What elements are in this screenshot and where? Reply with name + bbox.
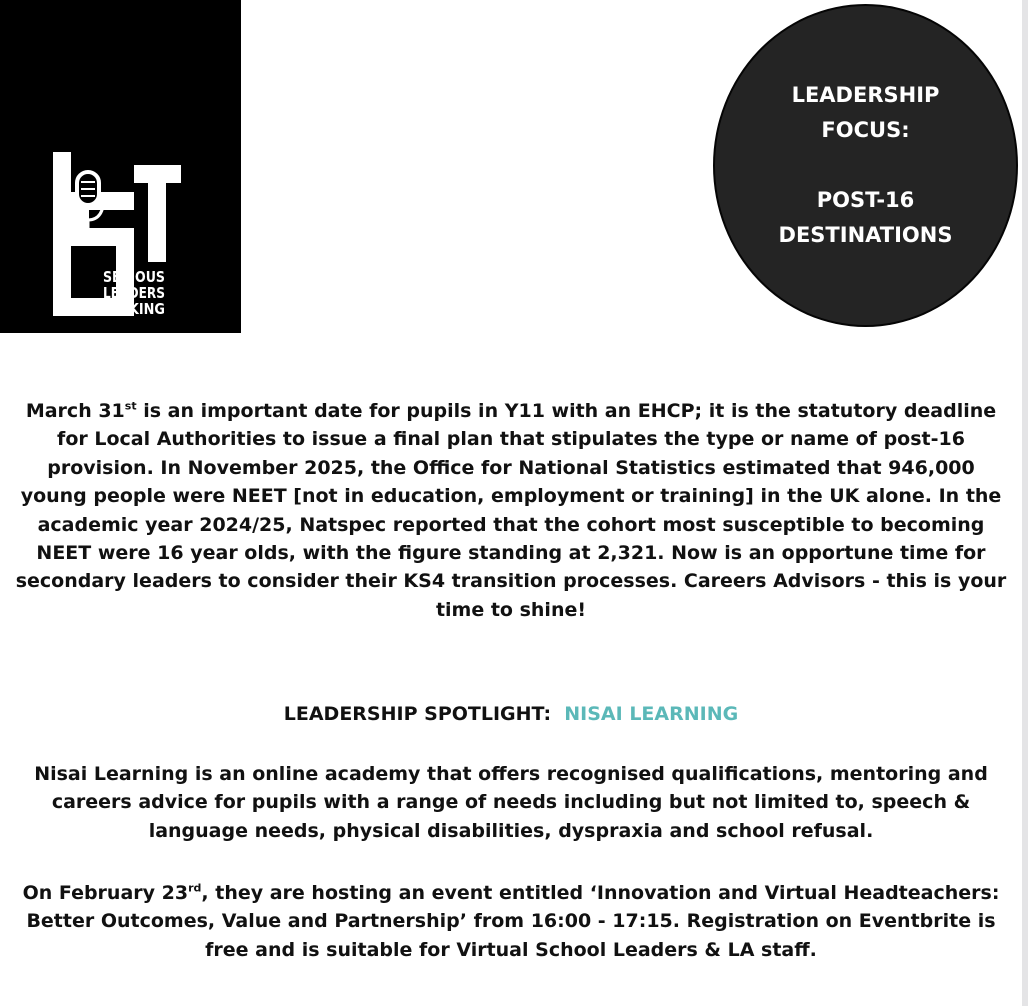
slt-logo-mark (0, 0, 241, 333)
event-date: On February 23 (22, 882, 189, 904)
spotlight-description: Nisai Learning is an online academy that offers recognised qualifications, mentoring and careers advice for pupils with a range of needs including but not limited to, speech & language needs, physical disabilities, dyspraxia and school refusal. (34, 763, 988, 842)
spotlight-heading (14, 700, 1008, 728)
focus-line-2: FOCUS: (821, 118, 910, 142)
leadership-focus-badge (713, 4, 1018, 327)
event-text: , they are hosting an event entitled ‘Innovation and Virtual Headteachers: Better Outcomes, Value and Partnership’ from 16:00 - 17:15. Registration on Eventbrite is free and is suitable for Virtual School Leaders & LA staff. (26, 882, 1000, 961)
spotlight-label: LEADERSHIP SPOTLIGHT: (283, 703, 565, 725)
spotlight-name: NISAI LEARNING (564, 703, 739, 725)
logo-line-leaders: LEADERS (103, 284, 165, 302)
intro-text: is an important date for pupils in Y11 with an EHCP; it is the statutory deadline for Local Authorities to issue a final plan that stipulates the type or name of post-16 provision. In November 2025, the Office for National Statistics estimated that 946,000 young people were NEET [not in education, employment or training] in the UK alone. In the academic year 2024/25, Natspec reported that the cohort most susceptible to becoming NEET were 16 year olds, with the figure standing at 2,321. Now is an opportune time for secondary leaders to consider their KS4 transition processes. Careers Advisors - this is your time to shine! (15, 400, 1007, 621)
slt-logo (0, 0, 241, 333)
focus-line-1: LEADERSHIP (791, 83, 940, 107)
event-paragraph (14, 879, 1008, 964)
focus-line-3: POST-16 (816, 188, 915, 212)
logo-line-talking: TALKING (103, 300, 165, 318)
intro-date: March 31 (25, 400, 125, 422)
event-date-suffix: rd (188, 881, 202, 895)
intro-paragraph (14, 397, 1008, 624)
focus-line-4: DESTINATIONS (778, 223, 953, 247)
intro-date-suffix: st (124, 399, 137, 413)
page-edge (1022, 0, 1028, 1006)
logo-line-serious: SERIOUS (103, 268, 165, 286)
